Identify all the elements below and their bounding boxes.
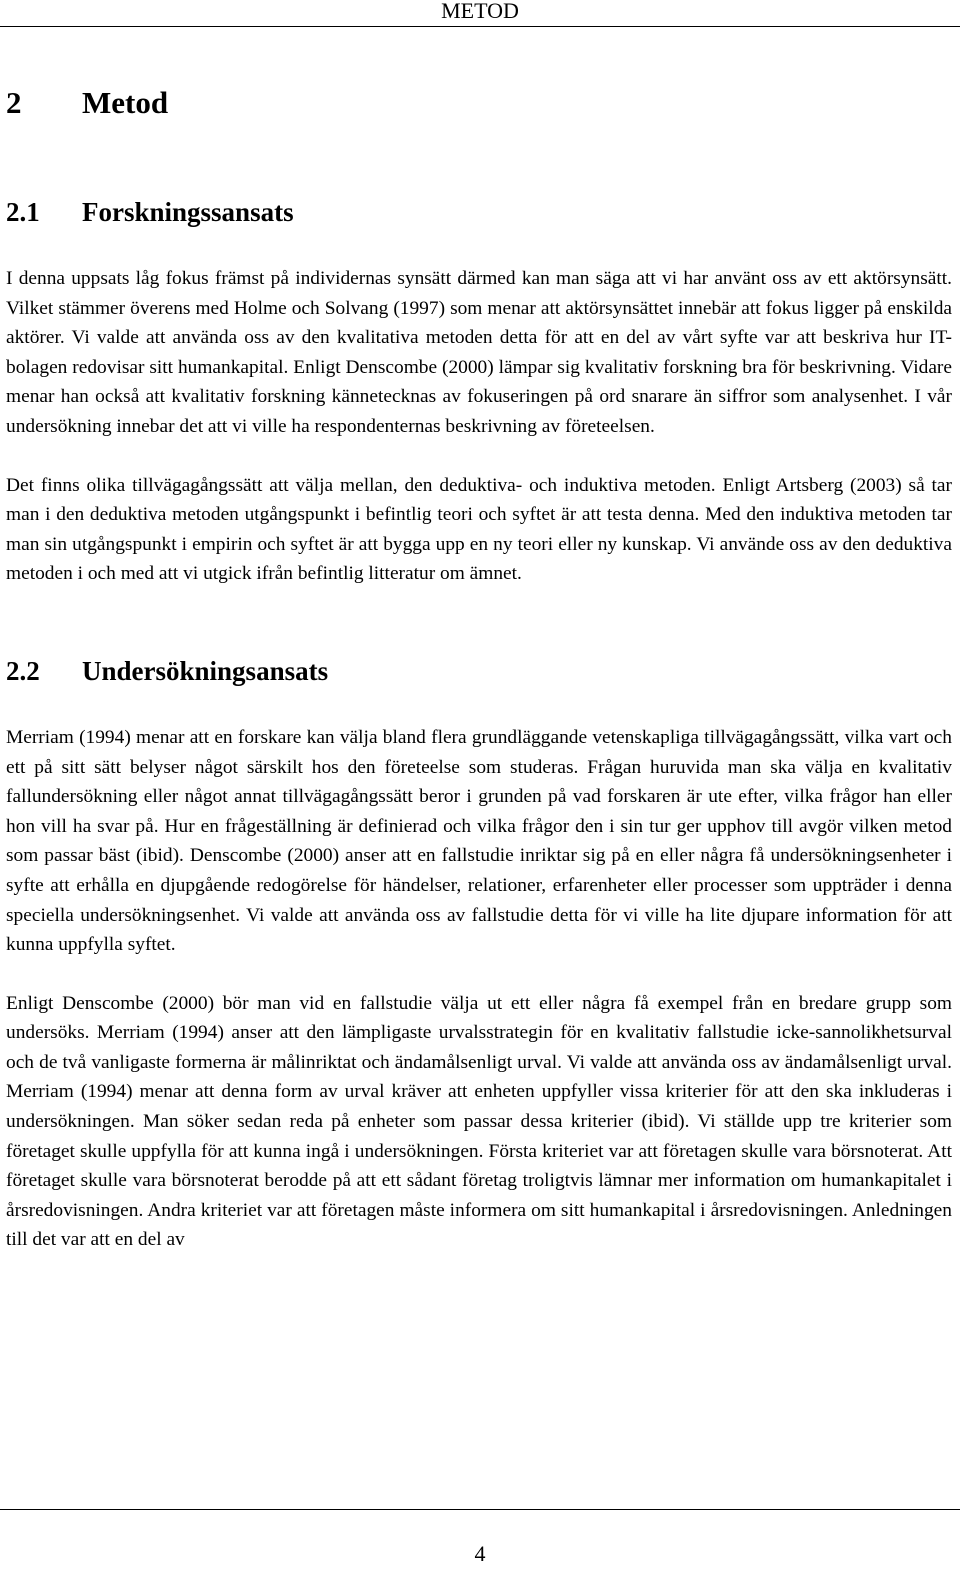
section-heading-2-2 [6, 651, 952, 691]
paragraph: I denna uppsats låg fokus främst på individernas synsätt därmed kan man säga att vi har använt oss av ett aktörsynsätt. Vilket stämmer överens med Holme och Solvang (1997) som menar att aktörsynsättet innebär att fokus ligger på enskilda aktörer. Vi valde att använda oss av den kvalitativa metoden detta för att en del av vårt syfte var att beskriva hur IT-bolagen redovisar sitt humankapital. Enligt Denscombe (2000) lämpar sig kvalitativ forskning bra för beskrivning. Vidare menar han också att kvalitativ forskning kännetecknas av fokuseringen på ord snarare än siffror som analysenhet. I vår undersökning innebar det att vi ville ha respondenternas beskrivning av företeelsen. [6, 268, 952, 437]
section-title: Undersökningsansats [82, 655, 329, 686]
paragraph: Enligt Denscombe (2000) bör man vid en fallstudie välja ut ett eller några få exempel från en bredare grupp som undersöks. Merriam (1994) anser att den lämpligaste urvalsstrategin för en kvalitativ fallstudie icke-sannolikhetsurval och de två vanligaste formerna är målinriktat och ändamålsenligt urval. Vi valde att använda oss av ändamålsenligt urval. Merriam (1994) menar att denna form av urval kräver att enheten uppfyller vissa kriterier för att den ska inkluderas i undersökningen. Man söker sedan reda på enheter som passar dessa kriterier (ibid). Vi ställde upp tre kriterier som företaget skulle uppfylla för att kunna ingå i undersökningen. Första kriteriet var att företagen skulle vara börsnoterat. Att företaget skulle vara börsnoterat berodde på att ett sådant företag troligtvis lämnar mer information om humankapitalet i årsredovisningen. Andra kriteriet var att företagen måste informera om sitt humankapital i årsredovisningen. Anledningen till det var att en del av [6, 992, 952, 1251]
header-rule [0, 26, 960, 27]
chapter-number: 2 [6, 85, 22, 120]
section-heading-2-1 [6, 192, 952, 232]
paragraph: Det finns olika tillvägagångssätt att välja mellan, den deduktiva- och induktiva metoden. Enligt Artsberg (2003) så tar man i den deduktiva metoden utgångspunkt i befintlig teori och syftet är att testa denna. Med den induktiva metoden tar man sin utgångspunkt i empirin och syftet är att bygga upp en ny teori eller ny kunskap. Vi använde oss av den deduktiva metoden i och med att vi utgick ifrån befintlig litteratur om ämnet. [6, 474, 952, 585]
spacer [6, 589, 952, 651]
section-number: 2.1 [6, 197, 40, 227]
page-content [6, 78, 952, 1255]
footer-rule [0, 1509, 960, 1510]
section-number: 2.2 [6, 655, 40, 686]
spacer [6, 128, 952, 192]
spacer [6, 960, 952, 989]
chapter-heading [6, 78, 952, 128]
spacer [6, 232, 952, 264]
paragraph: Merriam (1994) menar att en forskare kan välja bland flera grundläggande vetenskapliga tillvägagångssätt, vilka vart och ett på sitt sätt belyser något särskilt hos den företeelse som studeras. Frågan huruvida man ska välja en kvalitativ fallundersökning eller något annat tillvägagångssätt beror i grunden på vad forskaren är ute efter, vilka frågor han eller hon vill ha svar på. Hur en frågeställning är definierad och vilka frågor den i sin tur ger upphov till avgör vilken metod som passar bäst (ibid). Denscombe (2000) anser att en fallstudie inriktar sig på en eller några få undersökningsenheter i syfte att erhålla en djupgående redogörelse för händelser, relationer, erfarenheter eller processer som uppträder i denna speciella undersökningsenhet. Vi valde att använda oss av fallstudie detta för vi ville ha lite djupare information för att kunna uppfylla syftet. [6, 726, 952, 956]
chapter-title: Metod [82, 85, 169, 120]
spacer [6, 442, 952, 471]
section-title: Forskningssansats [82, 197, 294, 227]
running-header: METOD [441, 0, 519, 23]
spacer [6, 691, 952, 723]
page-number: 4 [474, 1541, 486, 1566]
